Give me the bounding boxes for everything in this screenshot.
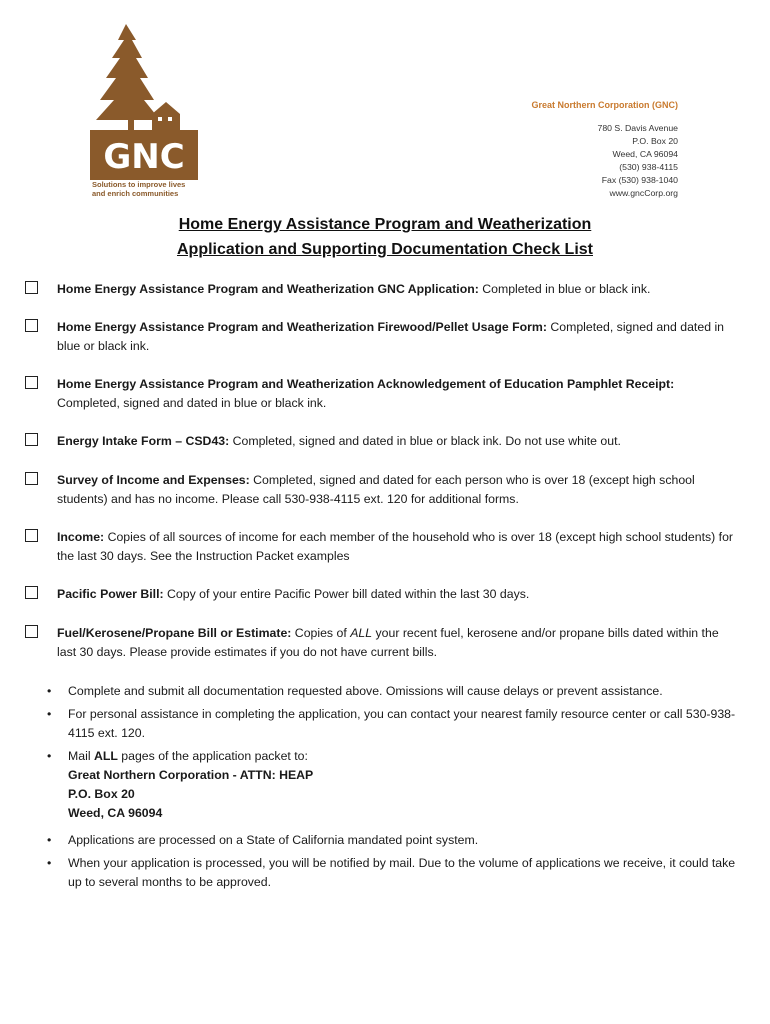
list-item [44,747,750,766]
item-label: Survey of Income and Expenses: [57,473,250,487]
title-line-1: Home Energy Assistance Program and Weatherization [178,216,592,233]
org-street: 780 S. Davis Avenue [597,123,678,133]
item-label: Home Energy Assistance Program and Weatherization Firewood/Pellet Usage Form: [57,320,547,334]
item-text-pre: Copies of [291,626,351,640]
list-item [44,854,750,892]
bullet-text: For personal assistance in completing the application, you can contact your nearest family resource center or call 530-938-4115 ext. 120. [68,707,736,740]
item-label: Energy Intake Form – CSD43: [57,434,230,448]
bullet-icon: • [47,856,52,870]
checklist-item-income[interactable] [25,528,740,566]
logo-tagline [92,180,185,198]
item-text: Completed, signed and dated in blue or black ink. [57,320,725,353]
item-label: Pacific Power Bill: [57,587,164,601]
bullet-text: Mail [68,749,94,763]
item-text: Completed, signed and dated in blue or black ink. Do not use white out. [229,434,621,448]
address-line-3: Weed, CA 96094 [68,806,163,820]
checklist-item-pamphlet-receipt[interactable] [25,375,740,413]
checklist-item-survey-income[interactable] [25,471,740,509]
item-label: Fuel/Kerosene/Propane Bill or Estimate: [57,626,292,640]
checkbox[interactable] [25,281,38,294]
bullet-text: pages of the application packet to: [117,749,308,763]
item-text: Completed, signed and dated for each person who is over 18 (except high school students) and has no income. Please call 530-938-4115 ext. 120 for additional forms. [57,473,695,506]
title-line-2: Application and Supporting Documentation Check List [176,241,593,258]
item-text: Completed in blue or black ink. [478,282,651,296]
gnc-logo [88,22,200,200]
logo-tagline-1: Solutions to improve lives [92,180,186,189]
item-text: Completed, signed and dated in blue or black ink. [57,396,327,410]
item-text: Copies of all sources of income for each member of the household who is over 18 (except high school students) for the last 30 days. See the Instruction Packet examples [57,530,733,563]
checklist-item-fuel-bill[interactable] [25,624,740,662]
bullet-text: Applications are processed on a State of California mandated point system. [68,833,479,847]
checkbox[interactable] [25,586,38,599]
logo-tagline-2: and enrich communities [92,189,179,198]
checkbox[interactable] [25,529,38,542]
tree-house-icon [88,22,200,182]
checkbox[interactable] [25,376,38,389]
item-label: Home Energy Assistance Program and Weatherization GNC Application: [57,282,479,296]
bullet-text: Complete and submit all documentation requested above. Omissions will cause delays or prevent assistance. [68,684,663,698]
logo-text: GNC [103,137,185,177]
list-item [44,682,750,701]
checklist-item-firewood-form[interactable] [25,318,740,356]
checkbox[interactable] [25,433,38,446]
bullet-icon: • [47,707,52,721]
item-text: Copy of your entire Pacific Power bill dated within the last 30 days. [163,587,530,601]
address-line-1: Great Northern Corporation - ATTN: HEAP [68,768,314,782]
checklist-item-pacific-power[interactable] [25,585,740,604]
item-text-emphasis: ALL [350,626,373,640]
checklist-item-gnc-application[interactable] [25,280,740,299]
checkbox[interactable] [25,625,38,638]
list-item [44,705,750,743]
org-phone: (530) 938-4115 [619,162,678,172]
checkbox[interactable] [25,472,38,485]
org-address-block [531,100,678,200]
org-fax: Fax (530) 938-1040 [601,175,678,185]
item-text: your recent fuel, kerosene and/or propane bills dated within the last 30 days. Please provide estimates if you do not have current bills. [57,626,719,659]
org-web: www.gncCorp.org [609,188,678,198]
page-title [0,212,770,262]
bullet-text-bold: ALL [93,749,118,763]
address-line-2: P.O. Box 20 [68,787,135,801]
checklist-item-energy-intake[interactable] [25,432,740,451]
item-label: Home Energy Assistance Program and Weatherization Acknowledgement of Education Pamphlet Receipt: [57,377,675,391]
bullet-icon: • [47,833,52,847]
item-label: Income: [57,530,105,544]
instructions-list [44,682,750,896]
mailing-address [44,766,750,823]
org-pobox: P.O. Box 20 [632,136,678,146]
org-name: Great Northern Corporation (GNC) [531,100,678,110]
checkbox[interactable] [25,319,38,332]
bullet-icon: • [47,749,52,763]
bullet-text: When your application is processed, you will be notified by mail. Due to the volume of applications we receive, it could take up to several months to be approved. [68,856,736,889]
bullet-icon: • [47,684,52,698]
list-item [44,831,750,850]
org-city: Weed, CA 96094 [612,149,678,159]
